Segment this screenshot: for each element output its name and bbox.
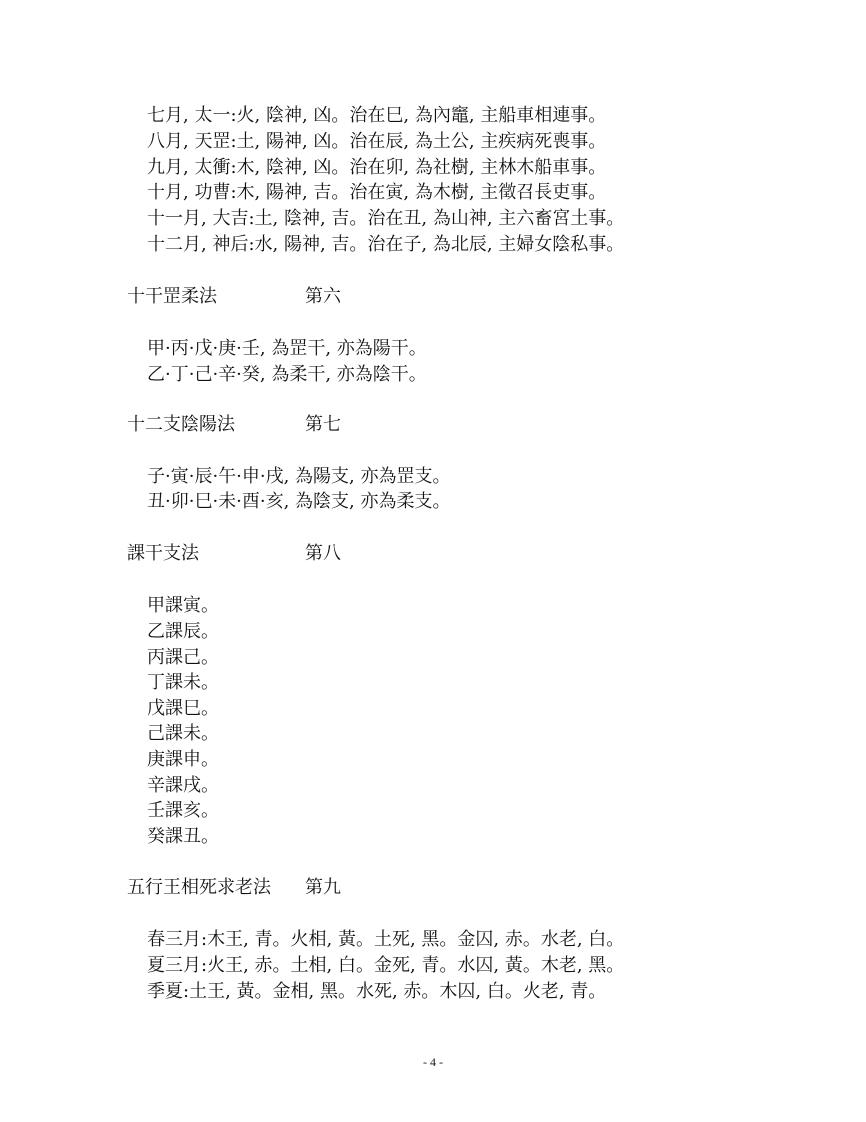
month-line-9: 九月, 太衝:木, 陰神, 凶。治在卯, 為社樹, 主林木船車事。 [147,157,607,178]
section9-line: 春三月:木王, 青。火相, 黃。土死, 黑。金囚, 赤。水老, 白。 [147,929,625,950]
section7-line: 子·寅·辰·午·申·戌, 為陽支, 亦為罡支。 [147,466,451,487]
section8-line: 己課未。 [147,723,219,744]
section-heading-9 [127,875,341,901]
page-number: - 4 - [423,1055,443,1069]
section8-line: 丁課未。 [147,672,219,693]
section-title: 十二支陰陽法 [127,414,235,435]
section-number: 第六 [305,286,341,307]
section9-line: 夏三月:火王, 赤。土相, 白。金死, 青。水囚, 黃。木老, 黑。 [147,955,625,976]
month-line-8: 八月, 天罡:土, 陽神, 凶。治在辰, 為土公, 主疾病死喪事。 [147,131,607,152]
section8-line: 庚課申。 [147,749,219,770]
section8-line: 癸課丑。 [147,826,219,847]
month-line-10: 十月, 功曹:木, 陽神, 吉。治在寅, 為木樹, 主徵召長吏事。 [147,182,607,203]
section8-line: 壬課亥。 [147,800,219,821]
section-number: 第九 [305,877,341,898]
section9-line: 季夏:土王, 黃。金相, 黑。水死, 赤。木囚, 白。火老, 青。 [147,981,607,1002]
month-line-11: 十一月, 大吉:土, 陰神, 吉。治在丑, 為山神, 主六畜宮土事。 [147,208,625,229]
section-title: 課干支法 [127,543,199,564]
section8-line: 乙課辰。 [147,621,219,642]
section-title: 五行王相死求老法 [127,877,271,898]
section-heading-8 [127,541,341,567]
section-number: 第八 [305,543,341,564]
section-number: 第七 [305,414,341,435]
section-title: 十干罡柔法 [127,286,217,307]
section-heading-6 [127,284,341,310]
section6-line: 甲·丙·戊·庚·壬, 為罡干, 亦為陽干。 [147,338,427,359]
section7-line: 丑·卯·巳·未·酉·亥, 為陰支, 亦為柔支。 [147,491,451,512]
section8-line: 丙課己。 [147,647,219,668]
section8-line: 辛課戌。 [147,775,219,796]
section8-line: 戊課巳。 [147,698,219,719]
section8-line: 甲課寅。 [147,595,219,616]
month-line-12: 十二月, 神后:水, 陽神, 吉。治在子, 為北辰, 主婦女陰私事。 [147,234,625,255]
section6-line: 乙·丁·己·辛·癸, 為柔干, 亦為陰干。 [147,364,427,385]
month-line-7: 七月, 太一:火, 陰神, 凶。治在巳, 為內竈, 主船車相連事。 [147,105,607,126]
section-heading-7 [127,412,341,438]
